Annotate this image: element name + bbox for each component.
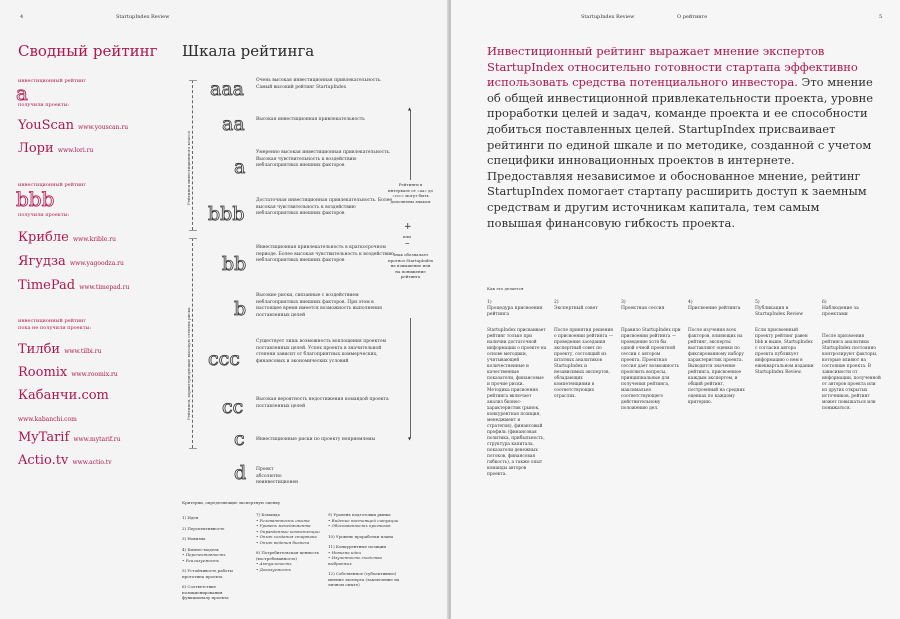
scale-desc-aa: Высокая инвестиционная привлекательность [256,117,365,122]
company-youscan[interactable]: YouScan www.youscan.ru [18,118,129,133]
right-page-number: 5 [879,14,883,20]
criteria-item: 12) Собственное (субъективное) мнение эксперта (заключение на личном опыте) [328,571,400,587]
group-a-label: инвестиционный рейтинг [18,78,87,84]
criteria-item: • Новизна идеи [328,549,361,555]
criteria-item: • Уровень менеджмента [256,523,311,528]
side-note-2: Знак обозначает прогноз StartupIndex на повышение или на понижение рейтинга [388,252,433,279]
company-actio[interactable]: Actio.tv www.actio.tv [18,453,112,468]
bracket-tick-mid2 [189,238,197,239]
step-6 [822,300,882,412]
side-note: Рейтинги в интервале от «аа» до «ссс» могут быть дополнены знаком [388,182,433,204]
or-text: или [403,234,411,239]
criteria-item: • Реализуемость [182,557,220,563]
arrow-up-icon: ▲ [408,106,412,111]
step-number: 4) [688,300,693,305]
step-1 [487,300,547,478]
company-kabanchi-url[interactable]: www.kabanchi.com [18,416,77,423]
plus-sign: + [404,222,412,232]
bracket-tick-top [189,80,197,81]
speculative-grade-bracket [192,238,193,448]
arrow-up-line [410,110,411,180]
vertical-label-speculative: Рейтинги, характеризующие высокую степень риска [186,307,191,420]
scale-desc-aaa: Очень высокая инвестиционная привлекательность. Самый высокий рейтинг StartupIndex [256,78,382,90]
bracket-tick-mid1 [189,230,197,231]
step-body: Правило StartupIndex при присвоении рейтинга — проведение хотя бы одной очной проектной сессии с автором проекта. Проектная сессия дает возможность прояснить вопросы, принципиальные для получения рейтинга, максимально соответствующего действительному положению дел. [621,328,681,411]
scale-desc-a: Умеренно высокая инвестиционная привлекательность. Высокая чувствительность к воздействию неблагоприятных внешних факторов [256,150,391,168]
group-bbb-received: получили проекты: [18,212,70,218]
criteria-title: Критерии, определяющие экспертную оценку [182,500,281,505]
company-tilbi[interactable]: Тилби www.tilbi.ru [18,342,102,357]
criteria-item: 4) Бизнес-модель [182,546,219,552]
scale-title: Шкала рейтинга [182,42,315,60]
company-timepad[interactable]: TimePad www.timepad.ru [18,278,130,293]
criteria-item: 5) Устойчивость работы прототипа проекта [182,568,233,579]
company-roomix[interactable]: Roomix www.roomix.ru [18,365,118,380]
scale-grade-bb: bb [222,253,247,275]
scale-grade-b: b [234,298,247,320]
intro-paragraph [487,44,877,231]
step-body: После изучения всех факторов, влияющих на рейтинг, эксперты выставляют оценки по фиксированному набору характеристик проекта. Выводится значение рейтинга, присвоенное каждым экспертом, и общий рейтинг, построенный на средних оценках по каждому критерию. [688,328,745,405]
right-page [451,0,900,619]
step-number: 5) [755,300,760,305]
criteria-item: • Изученность сходства выбранных [328,555,382,566]
step-5 [755,300,815,376]
step-body: После присвоения рейтинга аналитики StartupIndex постоянно контролируют факторы, которые влияют на состояние проекта. В зависимости от информации, полученной от авторов проекта или из других открытых источников, рейтинг может повышаться или понижаться. [822,334,881,411]
criteria-item: • Релевантность опыта [256,517,310,523]
scale-grade-aa: aa [222,113,245,135]
investment-grade-bracket [192,80,193,230]
group-none-label: инвестиционный рейтинг [18,318,87,324]
criteria-item: • Опыт создания стартапа [256,534,317,539]
arrow-down-icon: ▼ [408,436,412,441]
company-lori[interactable]: Лори www.lori.ru [18,141,94,156]
group-none-received: пока не получили проекты: [18,325,92,331]
step-title: Наблюдение за проектами [822,306,859,317]
criteria-item: 2) Перспективность [182,525,225,531]
left-running-head: StartupIndex Review [116,14,170,20]
scale-desc-d: Проект абсолютно неинвестиционен [256,467,299,485]
step-2 [554,300,614,400]
company-kabanchi[interactable]: Кабанчи.com [18,388,109,403]
criteria-item: 3) Новизна [182,536,206,541]
criteria-item: 11) Конкурентные позиции [328,544,387,549]
vertical-label-investment: Рейтинги инвестиционного класса [186,131,191,205]
summary-title: Сводный рейтинг [18,42,158,60]
scale-desc-c: Инвестиционные риски по проекту неприемлемы [256,437,376,442]
criteria-item: • Обоснованность прогнозов [328,523,391,528]
scale-grade-d: d [234,462,247,484]
criteria-col2 [256,512,324,572]
step-title: Присвоение рейтинга [688,306,741,311]
criteria-col1 [182,515,250,601]
bracket-tick-bottom [189,448,197,449]
criteria-item: • Перспективность [182,552,226,557]
scale-desc-bb: Инвестиционная привлекательность в краткосрочном периоде. Более высокая чувствительность к воздействию неблагоприятных внешних факторов [256,245,394,263]
scale-desc-b: Высокие риски, связанные с воздействием неблагоприятных внешних факторов. При этом в настоящее время имеется возможность выполнения поставленных целей [256,293,382,318]
criteria-item: 1) Идея [182,515,199,520]
criteria-item: • Оправданные компетенции [256,528,320,534]
criteria-item: 9) Уровень подготовки рынка [328,512,391,517]
right-section-head: О рейтинге [677,14,708,20]
step-body: StartupIndex присваивает рейтинг только при наличии достаточной информации о проекте на основе методики, учитывающей количественные и качественные показатели, финансовые и прочие риски. Методика присвоения рейтинга включает анализ бизнес-характеристик (рынок, конкурентная позиция, менеджмент и стратегия), финансовый профиль (финансовая политика, прибыльность, структура капитала, показатели денежных потоков, финансовая гибкость), а также опыт команды авторов проекта. [487,328,547,477]
step-number: 1) [487,300,492,305]
company-yagoodza[interactable]: Ягудза www.yagoodza.ru [18,254,124,269]
minus-sign: – [405,239,410,249]
criteria-col3 [328,512,400,588]
step-body: После принятия решения о присвоении рейтинга — проведение заседания экспертный совет по проекту, состоящий из штатных аналитиков StartupIndex и независимых экспертов, обладающих компетенциями в соответствующих отраслях. [554,328,614,399]
scale-grade-aaa: aaa [210,78,244,100]
group-bbb-label: инвестиционный рейтинг [18,182,87,188]
company-mytarif[interactable]: MyTarif www.mytarif.ru [18,430,121,445]
scale-desc-bbb: Достаточная инвестиционная привлекательность. Более высокая чувствительность к воздействию неблагоприятных внешних факторов [256,198,393,216]
group-a-received: получили проекты: [18,102,70,108]
intro-lead: Инвестиционный рейтинг выражает мнение экспертов StartupIndex относительно готовности стартапа эффективно использовать средства потенциального инвестора. [487,44,858,90]
company-krible[interactable]: Крибле www.krible.ru [18,230,116,245]
criteria-item: 8) Потребительская ценность (востребованность) [256,550,320,561]
right-running-head: StartupIndex Review [581,14,635,20]
criteria-item: • Видение настоящей ситуации [328,517,399,523]
step-title: Публикация в StartupIndex Review [755,306,804,317]
scale-grade-ccc: ccc [208,348,240,370]
criteria-item: • Актуальность [256,561,292,566]
criteria-item: • Доказуемость [256,566,291,572]
scale-grade-a: a [234,156,246,178]
scale-grade-c: c [234,428,245,450]
scale-desc-ccc: Существует лишь возможность воплощения проектом поставленных целей. Успех проекта в значительной степени зависит от благоприятных коммерческих, финансовых и экономических условий [256,339,386,364]
step-number: 3) [621,300,626,305]
step-4 [688,300,748,406]
step-body: Если присвоенный проекту рейтинг равен bbb и выше, StartupIndex с согласия автора проекта публикует информацию о нем в ежеквартальном издании StartupIndex Review. [755,328,814,375]
scale-grade-cc: cc [222,396,244,418]
scale-desc-cc: Высокая вероятность недостижения командой проекта поставленных целей [256,397,389,409]
criteria-item: 6) Соответствие позиционирования функционалу проекта [182,584,229,600]
step-3 [621,300,681,412]
step-title: Процедура присвоения рейтинга [487,306,543,317]
criteria-item: 7) Команда [256,512,280,517]
scale-grade-bbb: bbb [208,203,245,225]
how-label: Как это делается [487,286,524,291]
left-page-number: 4 [20,14,24,20]
left-page [0,0,449,619]
step-number: 2) [554,300,559,305]
criteria-item: 10) Уровень проработки плана [328,533,394,539]
criteria-item: • Опыт ведения бизнеса [256,539,310,545]
step-number: 6) [822,300,827,305]
group-a-grade: a [16,81,28,105]
step-title: Экспертный совет [554,306,598,311]
intro-rest: Это мнение об общей инвестиционной привлекательности проекта, уровне проработки целей и задач, команде проекта и ее способности добиться поставленных целей. StartupIndex присваивает рейтинги по единой шкале и по методике, созданной с учетом специфики инновационных проектов в интернете. Предоставляя независимое и обоснованное мнение, рейтинг StartupIndex помогает стартапу расширить доступ к заемным средствам и другим источникам капитала, тем самым повышая финансовую гибкость проекта. [487,75,874,230]
arrow-down-line [410,318,411,438]
group-bbb-grade: bbb [16,187,55,211]
step-title: Проектная сессия [621,306,665,311]
